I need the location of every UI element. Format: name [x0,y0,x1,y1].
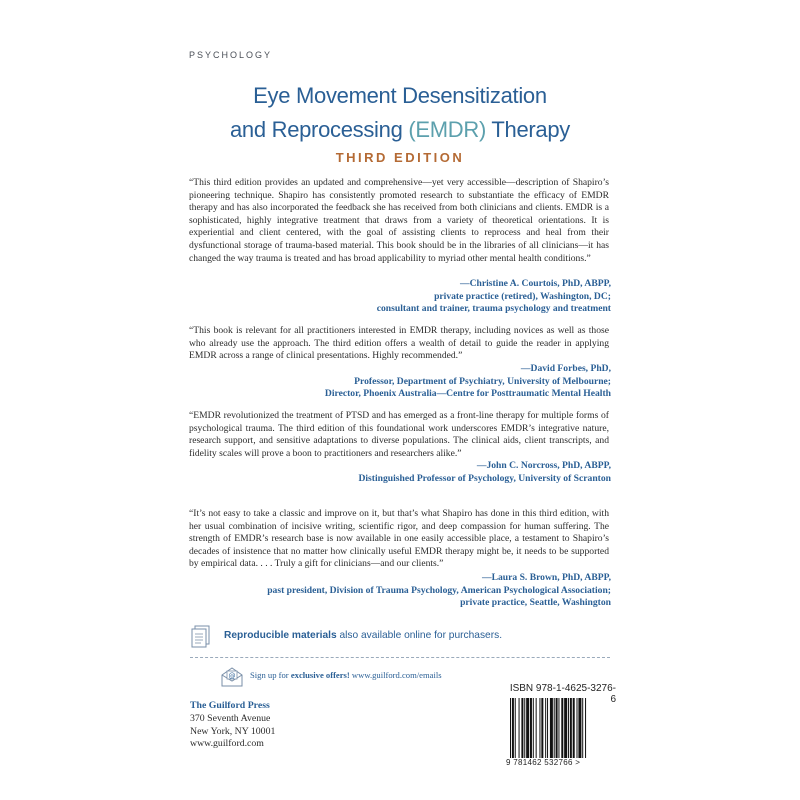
reproducible-materials-note [224,630,624,641]
endorser-affiliation-3a: Distinguished Professor of Psychology, University of Scranton [358,472,611,484]
barcode-bar [539,698,540,758]
barcode-bar [526,698,529,758]
edition-label: THIRD EDITION [335,150,465,165]
book-title-line-1: Eye Movement Desensitization [253,83,547,108]
barcode-image [506,698,616,764]
barcode-bar [585,698,586,764]
endorser-affiliation-1b: consultant and trainer, trauma psychology and treatment [376,303,611,315]
svg-text:@: @ [228,672,236,680]
endorsement-attribution-4 [171,572,611,610]
title-line-2-pre: and Reprocessing [229,117,409,142]
barcode-bar [541,698,543,758]
barcode-bar [524,698,525,758]
publisher-name: The Guilford Press [190,700,270,711]
reproducible-bold: Reproducible materials [224,630,337,641]
barcode-bar [554,698,555,758]
reproducible-rest: also available online for purchasers. [336,630,503,641]
endorser-name-1: —Christine A. Courtois, PhD, ABPP, [459,278,611,289]
barcode-bar [558,698,559,758]
endorsement-quote-1: “This third edition provides an updated and comprehensive—yet very accessible—description of Shapiro’s pioneering technique. Shapiro has consistently promoted research to substantiate the efficacy of EMDR therapy and has also incorporated the feedback she has received from both clinicians and clients. EMDR is a sophisticated, highly integrative treatment that draws from a variety of theoretical orientations. It is experiential and client centered, with the goal of assisting clients to reprocess and heal from their dysfunctional storage of trauma-based material. This book should be in the libraries of all clinicians—it has changed the way trauma is treated and has broad applicability to myriad other mental health conditions.” [189,177,609,264]
publisher-address-2: New York, NY 10001 [190,725,276,737]
barcode-bar [577,698,578,758]
category-label: PSYCHOLOGY [189,50,273,60]
barcode-digits: 9 781462 532766 > [506,758,616,767]
endorser-affiliation-2a: Professor, Department of Psychiatry, University of Melbourne; [354,375,611,387]
signup-pre: Sign up for [250,670,291,680]
barcode-bar [573,698,575,758]
barcode-bar [521,698,523,758]
endorsement-quote-2: “This book is relevant for all practitioners interested in EMDR therapy, including novices as well as those who already use the approach. The third edition offers a wealth of detail to guide the reader in applying EMDR across a range of clinical presentations. Highly recommended.” [189,325,609,362]
barcode-bar [545,698,546,758]
documents-icon [190,625,212,647]
barcode-bar [519,698,520,758]
envelope-at-icon [220,666,244,688]
barcode-bar [530,698,532,758]
endorsement-quote-4: “It’s not easy to take a classic and improve on it, but that’s what Shapiro has done in this third edition, with her usual combination of incisive writing, scientific rigor, and deep compassion for human suffering. The strength of EMDR’s research base is now available in one easily accessible place, a testament to Shapiro’s decades of insistence that no matter how clinically useful EMDR therapy might be, it needs to be supported by empirical data. . . . Truly a gift for clinicians—and our clients.” [189,508,609,570]
title-line-2-post: Therapy [485,117,571,142]
endorsement-attribution-2 [171,363,611,401]
barcode-bar [582,698,583,758]
endorsement-attribution-3 [171,460,611,485]
barcode-bar [550,698,553,764]
barcode-bar [570,698,572,758]
signup-url[interactable]: www.guilford.com/emails [349,670,442,680]
barcode-bar [556,698,558,758]
barcode-bar [536,698,537,758]
barcode-bar [561,698,563,758]
title-acronym: (EMDR) [408,117,486,142]
endorsement-quote-3: “EMDR revolutionized the treatment of PTSD and has emerged as a front-line therapy for multiple forms of psychological trauma. The third edition of this foundational work underscores EMDR’s integrative nature, research support, and sensitive adaptations to diverse populations. The clinical aids, client transcripts, and fidelity scales will prove a boon to practitioners and researchers alike.” [189,410,609,459]
signup-note [250,670,610,680]
barcode-bar [515,698,516,758]
endorser-affiliation-4a: past president, Division of Trauma Psychology, American Psychological Association; [267,584,611,596]
endorser-affiliation-2b: Director, Phoenix Australia—Centre for Posttraumatic Mental Health [324,388,611,400]
barcode-bar [510,698,511,764]
barcode-bar [533,698,534,758]
book-title-line-2 [150,114,650,146]
endorsement-attribution-1 [171,278,611,316]
barcode-bar [568,698,569,758]
endorser-affiliation-1a: private practice (retired), Washington, DC; [434,290,611,302]
isbn-label: ISBN 978-1-4625-3276-6 [509,683,616,705]
barcode-bar [578,698,581,758]
publisher-address-1: 370 Seventh Avenue [190,712,271,724]
signup-bold: exclusive offers! [290,670,350,680]
barcode-bar [512,698,514,764]
barcode-bar [547,698,548,758]
endorser-name-4: —Laura S. Brown, PhD, ABPP, [481,572,611,583]
publisher-block [190,700,275,751]
endorser-name-3: —John C. Norcross, PhD, ABPP, [476,460,611,471]
endorser-affiliation-4b: private practice, Seattle, Washington [460,597,611,609]
publisher-website[interactable]: www.guilford.com [190,738,264,750]
dashed-divider [190,657,610,658]
barcode-bar [564,698,567,758]
endorser-name-2: —David Forbes, PhD, [520,363,611,374]
